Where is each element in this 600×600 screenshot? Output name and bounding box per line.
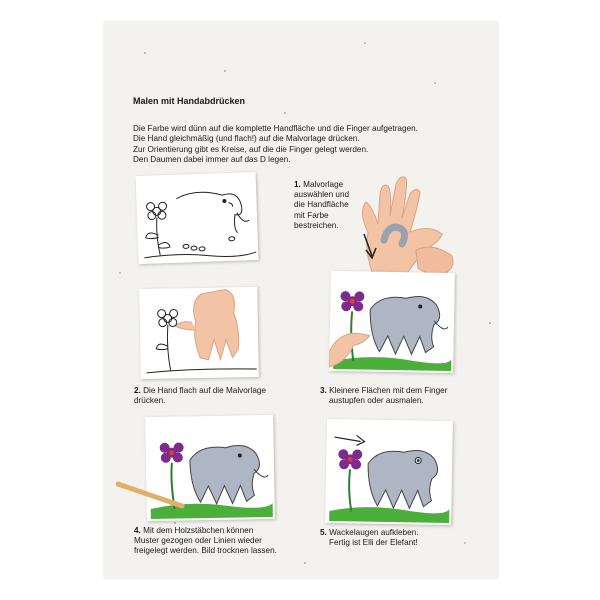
finger-dabbing-image <box>329 271 455 373</box>
step-line: Mit dem Holzstäbchen können <box>143 526 254 535</box>
step-2-text <box>134 386 266 406</box>
template-drawing-card <box>136 172 259 264</box>
step-line: Muster gezogen oder Linien wieder <box>134 536 262 546</box>
step-5-text <box>320 528 419 548</box>
intro-line: Den Daumen dabei immer auf das D legen. <box>133 155 291 165</box>
wooden-stick-icon <box>116 480 186 510</box>
step-line: mit Farbe <box>294 210 329 220</box>
hand-pressing-image <box>139 287 259 379</box>
step-number: 1. <box>294 180 301 189</box>
intro-line: Zur Orientierung gibt es Kreise, auf die die Finger gelegt werden. <box>133 144 369 154</box>
step-3-text <box>320 386 447 406</box>
arrow-down-icon <box>360 232 380 262</box>
step-number: 5. <box>320 528 327 537</box>
step-line: bestreichen. <box>294 220 339 230</box>
finished-elephant-card <box>325 419 453 525</box>
intro-line: Die Farbe wird dünn auf die komplette Handfläche und die Finger aufgetragen. <box>133 124 418 133</box>
painted-hand-image <box>344 172 464 282</box>
intro-line: Die Hand gleichmäßig (und flach!) auf die Malvorlage drücken. <box>133 134 360 144</box>
step-number: 2. <box>134 386 141 395</box>
step-line: drücken. <box>134 396 166 406</box>
step-number: 3. <box>320 386 327 395</box>
page-title: Malen mit Handabdrücken <box>133 96 246 106</box>
template-drawing <box>136 172 259 264</box>
step-line: Die Hand flach auf die Malvorlage <box>143 386 267 395</box>
step-number: 4. <box>134 526 141 535</box>
intro-text <box>133 124 493 166</box>
step-line: Wackelaugen aufkleben. <box>329 528 419 537</box>
step-line: die Handfläche <box>294 200 349 210</box>
finger-dabbing-card <box>329 271 455 373</box>
instruction-sheet <box>104 22 498 578</box>
step-line: freigelegt werden. Bild trocknen lassen. <box>134 546 277 556</box>
step-line: auswählen und <box>294 190 350 200</box>
hand-pressing-card <box>139 287 259 379</box>
step-line: Malvorlage <box>303 180 344 189</box>
step-line: Fertig ist Elli der Elefant! <box>329 538 418 548</box>
finished-elephant-image <box>325 419 453 525</box>
step-4-text <box>134 526 277 557</box>
step-1-text <box>294 180 349 231</box>
step-line: Kleinere Flächen mit dem Finger <box>329 386 448 395</box>
step-line: austupfen oder ausmalen. <box>329 396 424 406</box>
